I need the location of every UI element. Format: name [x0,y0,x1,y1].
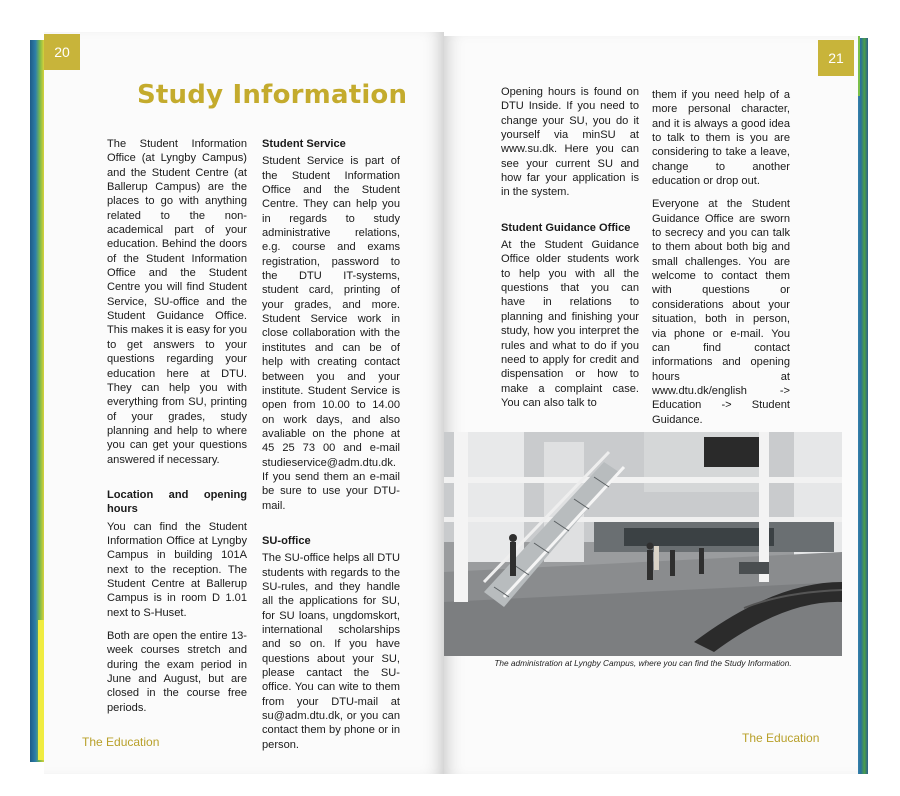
personal-help-paragraph: them if you need help of a more personal character, and it is always a good idea to talk to them is you are considering to take a leave, change to another education or drop out. [652,89,790,188]
right-column-2 [652,88,790,436]
page-title: Study Information [137,80,408,110]
campus-atrium-illustration [444,432,842,656]
opening-hours-paragraph: Opening hours is found on DTU Inside. If you need to change your SU, you do it yourself via minSU at www.su.dk. Here you can see your current SU and how far your application is in the system. [501,86,639,199]
opening-paragraph: Both are open the entire 13-week courses stretch and during the exam period in June and August, but are closed in the course free periods. [107,630,247,714]
guidance-paragraph: At the Student Guidance Office older students work to help you with all the questions that you can have in relations to planning and finishing your study, how you interpret the rules and what to do if you need to apply for credit and dispensation or how to make a complaint case. You can also talk to [501,239,639,409]
footer-right: The Education [742,731,820,745]
guidance-heading: Student Guidance Office [501,221,631,234]
location-heading: Location and opening hours [107,488,247,516]
student-service-heading: Student Service [262,138,346,150]
page-number-right: 21 [818,40,854,76]
su-office-heading: SU-office [262,534,311,547]
secrecy-paragraph: Everyone at the Student Guidance Office are sworn to secrecy and you can talk to them about both big and small challenges. You are welcome to contact them with questions or considerations about your situation, both in person, via phone or e-mail. You can find contact informations and opening hours at www.dtu.dk/english -> Education -> Student Guidance. [652,198,790,426]
su-office-paragraph: The SU-office helps all DTU students with regards to the SU-rules, and they handle all the applications for SU, for SU loans, ungdomskort, international scholarships and so on. If you have questions about your SU, please cantact the SU-office. You can wite to them from your DTU-mail at su@adm.dtu.dk, or you can contact them by phone or in person. [262,552,400,751]
right-column-1 [501,85,639,419]
left-column-2 [262,137,400,761]
intro-paragraph: The Student Information Office (at Lyngby Campus) and the Student Centre (at Ballerup Campus) are the places to go with anything related to the non-academical part of your education. Behind the doors of the Student Information Office and the Student Centre you will find Student Service, SU-office and the Student Guidance Office. This makes it is easy for you to get answers to your questions regarding your education here at DTU. They can help you with everything from SU, printing of your grades, study planning and help to where you can get your questions answered if necessary. [107,138,247,466]
photo-caption: The administration at Lyngby Campus, where you can find the Study Information. [494,658,792,668]
page-number-left: 20 [44,34,80,70]
student-service-paragraph: Student Service is part of the Student Information Office and the Student Centre. They can help you in regards to study administrative relations, e.g. course and exams registration, password to the DTU IT-systems, student card, printing of your grades, and more. Student Service work in close collaboration with the institutes and can be of help with creating contact between you and your institute. Student Service is open from 10.00 to 14.00 on work days, and also avaliable on the phone at 45 25 73 00 and e-mail studieservice@adm.dtu.dk. If you send them an e-mail be sure to use your DTU-mail. [262,155,400,512]
campus-photo [444,432,842,656]
location-paragraph: You can find the Student Information Office at Lyngby Campus in building 101A next to the reception. The Student Centre at Ballerup Campus is in room D 1.01 next to S-Huset. [107,520,247,619]
left-column-1 [107,137,247,724]
footer-left: The Education [82,735,160,749]
